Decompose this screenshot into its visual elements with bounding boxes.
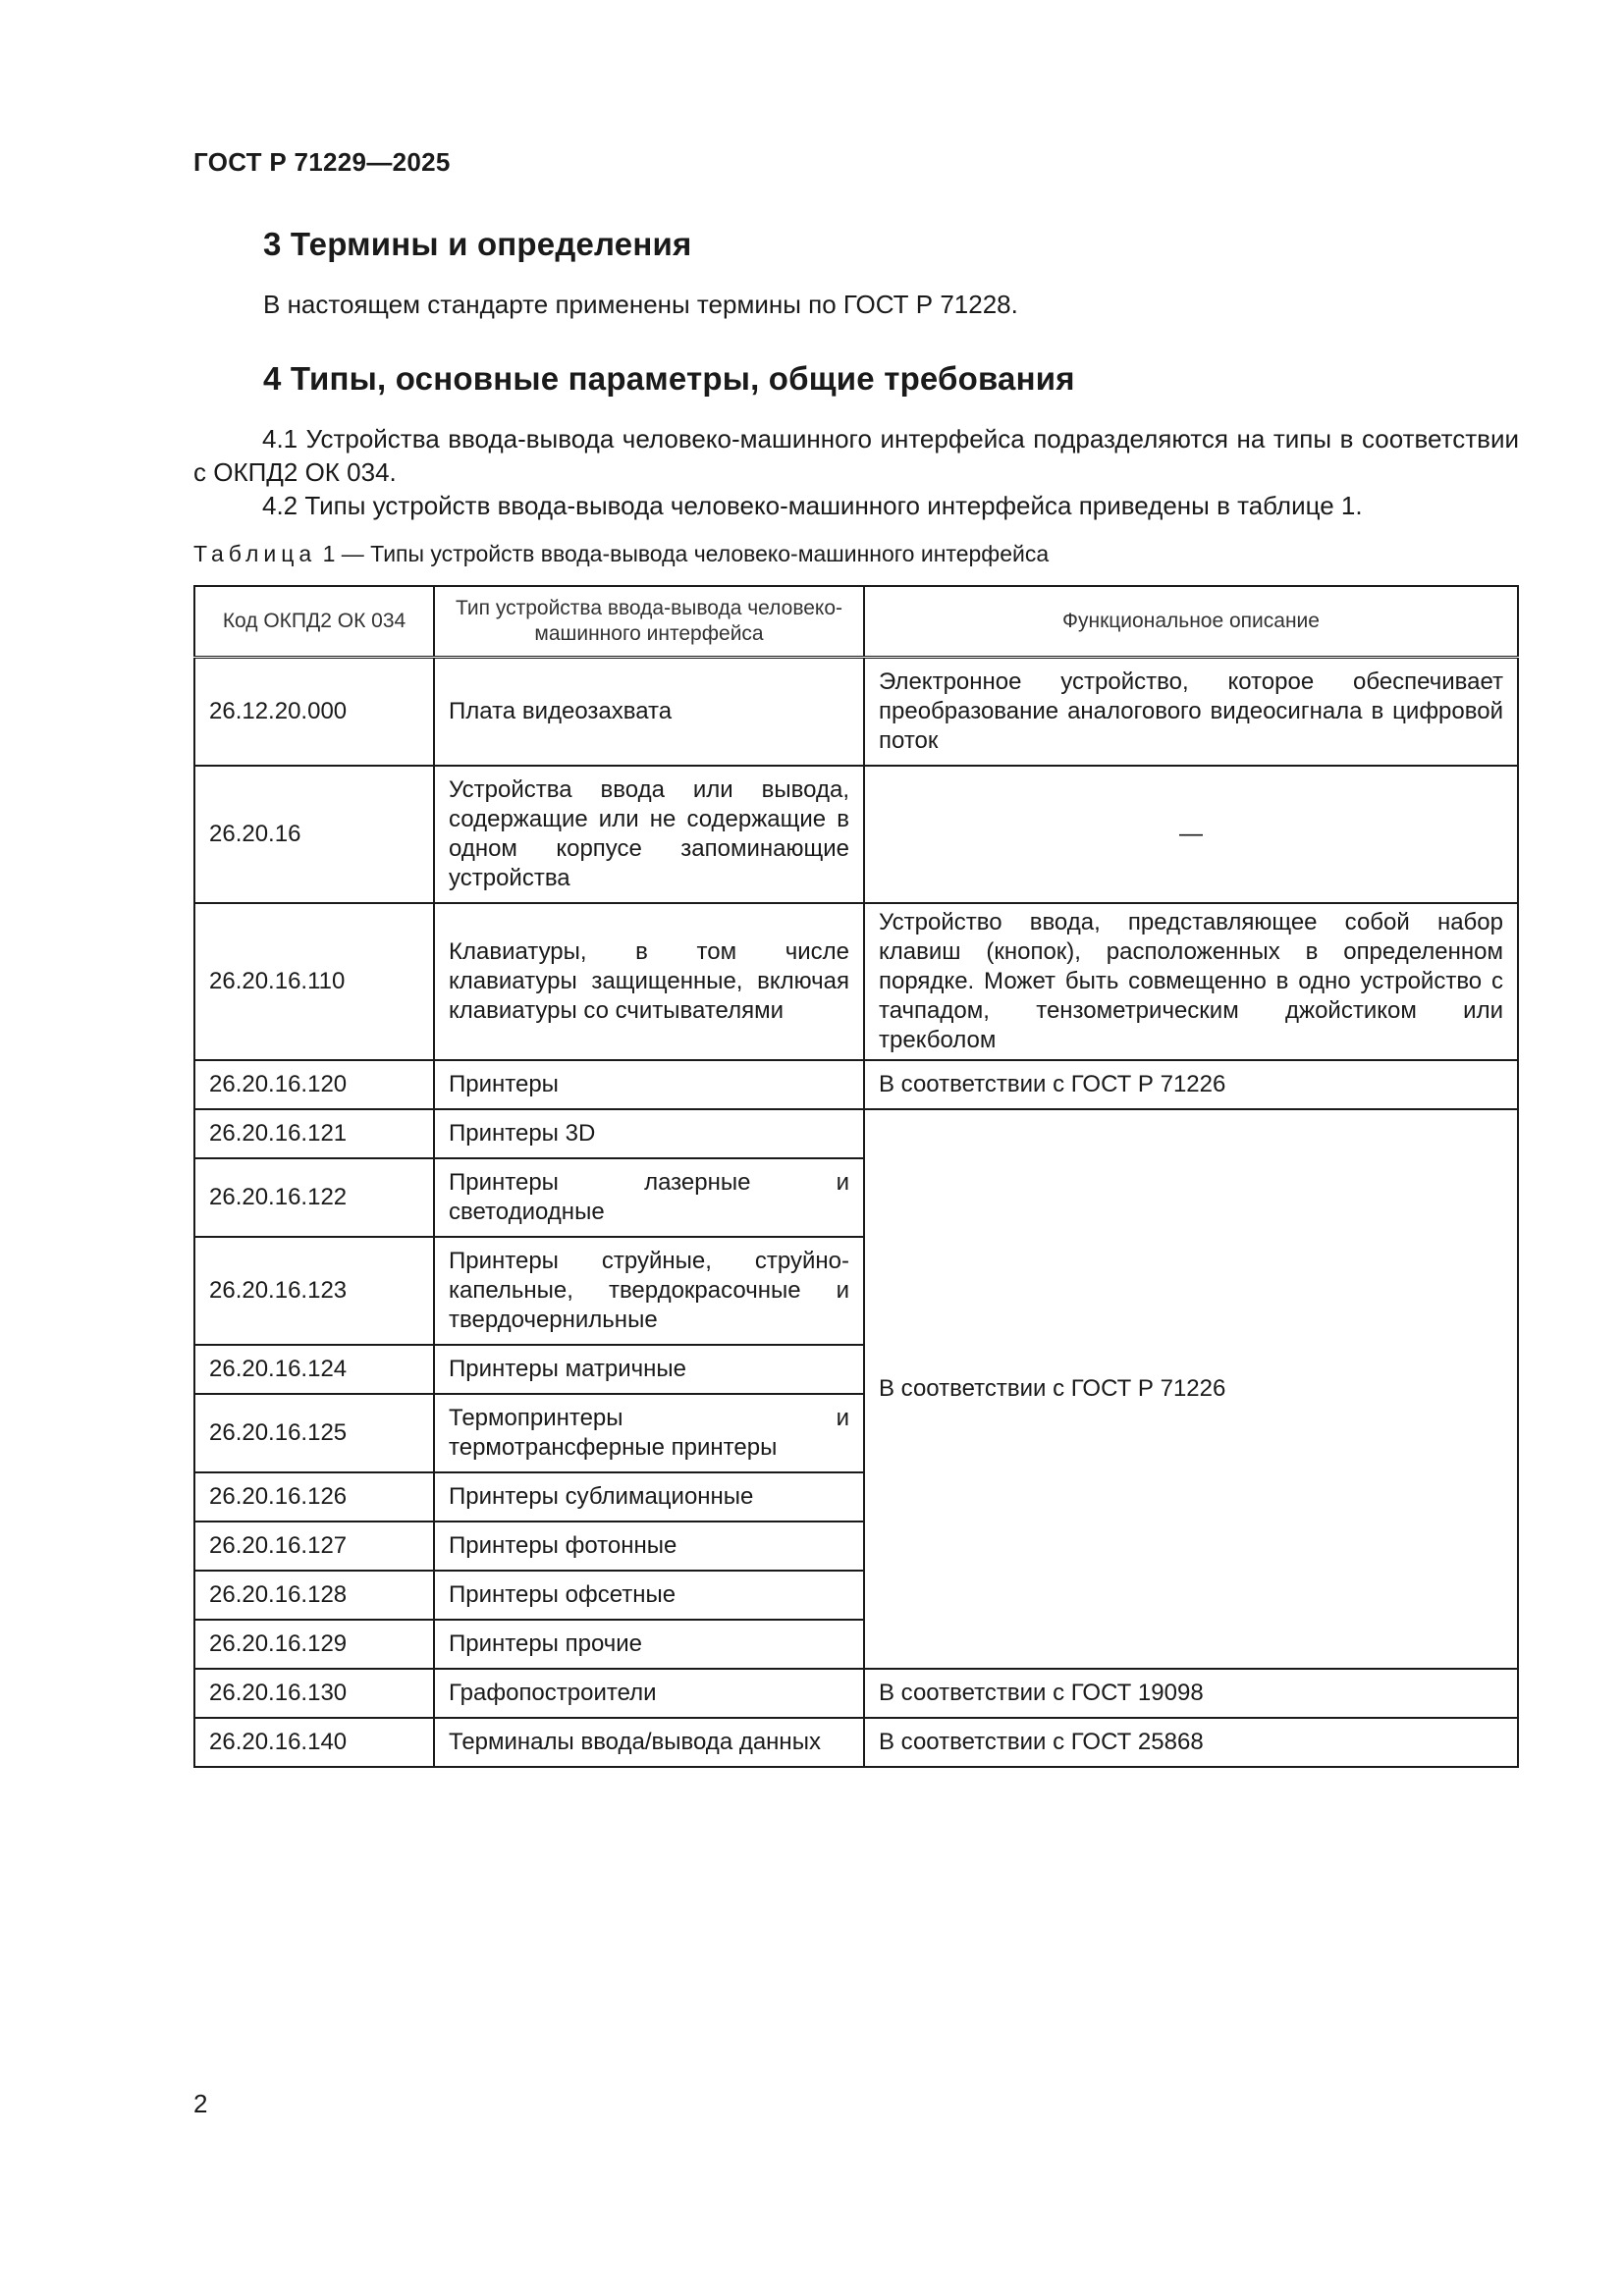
- table-row: [194, 766, 1518, 903]
- section-4-title: 4 Типы, основные параметры, общие требования: [263, 360, 1075, 397]
- cell-type: Принтеры матричные: [434, 1345, 864, 1394]
- table-row: [194, 1060, 1518, 1109]
- cell-code: 26.20.16.124: [194, 1345, 434, 1394]
- cell-code: 26.20.16.128: [194, 1571, 434, 1620]
- cell-code: 26.20.16.121: [194, 1109, 434, 1158]
- cell-type: Терминалы ввода/вывода данных: [434, 1718, 864, 1767]
- cell-type: Графопостроители: [434, 1669, 864, 1718]
- table-row: [194, 658, 1518, 766]
- header-code: Код ОКПД2 ОК 034: [194, 586, 434, 658]
- cell-code: 26.20.16.126: [194, 1472, 434, 1522]
- table-row: [194, 1669, 1518, 1718]
- cell-code: 26.20.16.122: [194, 1158, 434, 1237]
- table-row: [194, 903, 1518, 1060]
- paragraph-4-1: 4.1 Устройства ввода-вывода человеко-машинного интерфейса подразделяются на типы в соответствии с ОКПД2 ОК 034.: [193, 424, 1519, 487]
- cell-type: Принтеры струйные, струйно-капельные, твердокрасочные и твердочернильные: [434, 1237, 864, 1345]
- cell-code: 26.20.16.120: [194, 1060, 434, 1109]
- cell-description: В соответствии с ГОСТ 25868: [864, 1718, 1518, 1767]
- paragraph-4-2: 4.2 Типы устройств ввода-вывода человеко-машинного интерфейса приведены в таблице 1.: [262, 491, 1363, 520]
- table-caption: [193, 541, 1049, 567]
- cell-type: Плата видеозахвата: [434, 658, 864, 766]
- cell-type: Клавиатуры, в том числе клавиатуры защищенные, включая клавиатуры со считывателями: [434, 903, 864, 1060]
- section-3-text: В настоящем стандарте применены термины по ГОСТ Р 71228.: [263, 290, 1018, 319]
- cell-description: —: [864, 766, 1518, 903]
- cell-code: 26.20.16.110: [194, 903, 434, 1060]
- cell-description-merged: В соответствии с ГОСТ Р 71226: [864, 1109, 1518, 1669]
- cell-description: В соответствии с ГОСТ 19098: [864, 1669, 1518, 1718]
- cell-code: 26.20.16.123: [194, 1237, 434, 1345]
- document-header: ГОСТ Р 71229—2025: [193, 147, 451, 177]
- cell-description: Устройство ввода, представляющее собой набор клавиш (кнопок), расположенных в определенном порядке. Может быть совмещенно в одно устройство с тачпадом, тензометрическим джойстиком или трекболом: [864, 903, 1518, 1060]
- cell-type: Устройства ввода или вывода, содержащие или не содержащие в одном корпусе запоминающие устройства: [434, 766, 864, 903]
- cell-type: Принтеры офсетные: [434, 1571, 864, 1620]
- table-row: [194, 1109, 1518, 1158]
- cell-code: 26.20.16.127: [194, 1522, 434, 1571]
- cell-code: 26.12.20.000: [194, 658, 434, 766]
- cell-type: Принтеры лазерные и светодиодные: [434, 1158, 864, 1237]
- cell-description: В соответствии с ГОСТ Р 71226: [864, 1060, 1518, 1109]
- header-description: Функциональное описание: [864, 586, 1518, 658]
- page-number: 2: [193, 2089, 208, 2118]
- device-types-table: [193, 585, 1519, 1768]
- section-3-title: 3 Термины и определения: [263, 226, 692, 262]
- cell-description: Электронное устройство, которое обеспечивает преобразование аналогового видеосигнала в цифровой поток: [864, 658, 1518, 766]
- table-caption-text: 1 — Типы устройств ввода-вывода человеко-машинного интерфейса: [316, 541, 1050, 566]
- cell-type: Принтеры сублимационные: [434, 1472, 864, 1522]
- cell-code: 26.20.16.130: [194, 1669, 434, 1718]
- cell-type: Принтеры 3D: [434, 1109, 864, 1158]
- table-row: [194, 1718, 1518, 1767]
- cell-type: Термопринтеры и термотрансферные принтеры: [434, 1394, 864, 1472]
- cell-code: 26.20.16.129: [194, 1620, 434, 1669]
- cell-type: Принтеры прочие: [434, 1620, 864, 1669]
- cell-code: 26.20.16.125: [194, 1394, 434, 1472]
- cell-type: Принтеры фотонные: [434, 1522, 864, 1571]
- cell-type: Принтеры: [434, 1060, 864, 1109]
- table-caption-label: Таблица: [193, 541, 317, 566]
- header-type: Тип устройства ввода-вывода человеко-машинного интерфейса: [434, 586, 864, 658]
- cell-code: 26.20.16.140: [194, 1718, 434, 1767]
- cell-code: 26.20.16: [194, 766, 434, 903]
- table-header-row: [194, 586, 1518, 658]
